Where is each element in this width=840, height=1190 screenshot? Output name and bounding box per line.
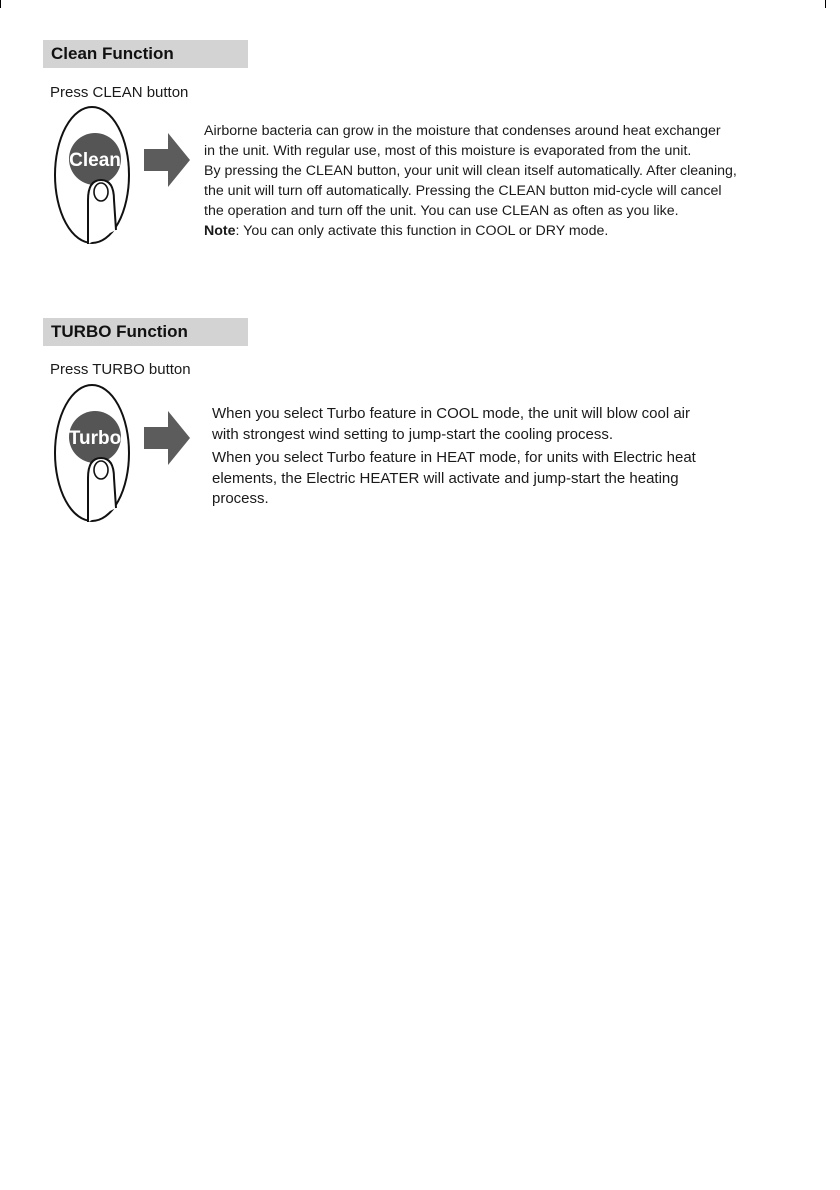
turbo-description <box>212 404 802 510</box>
clean-section-title: Clean Function <box>43 40 248 68</box>
clean-press-label: Press CLEAN button <box>50 84 189 101</box>
clean-desc-line: By pressing the CLEAN button, your unit will clean itself automatically. After cleaning, <box>204 163 737 179</box>
turbo-desc-line: with strongest wind setting to jump-start the cooling process. <box>212 425 614 443</box>
clean-desc-line: the operation and turn off the unit. You can use CLEAN as often as you like. <box>204 203 679 219</box>
clean-note <box>204 221 804 241</box>
turbo-desc-line: When you select Turbo feature in HEAT mode, for units with Electric heat <box>212 449 696 466</box>
turbo-desc-line: process. <box>212 490 269 507</box>
clean-finger-press-icon <box>52 104 132 246</box>
frame-corner-right <box>825 0 826 8</box>
clean-desc-line: in the unit. With regular use, most of this moisture is evaporated from the unit. <box>204 143 692 159</box>
frame-corner-left <box>0 0 1 8</box>
clean-note-text: : You can only activate this function in COOL or DRY mode. <box>235 223 609 239</box>
turbo-press-label: Press TURBO button <box>50 361 191 378</box>
clean-button-text: Clean <box>69 150 121 171</box>
turbo-desc-line: elements, the Electric HEATER will activate and jump-start the heating <box>212 469 679 487</box>
clean-arrow-right-icon <box>144 133 190 187</box>
turbo-section-title: TURBO Function <box>43 318 248 346</box>
clean-description <box>204 121 804 241</box>
turbo-arrow-right-icon <box>144 411 190 465</box>
clean-note-label: Note <box>204 223 236 239</box>
clean-desc-line: the unit will turn off automatically. Pressing the CLEAN button mid-cycle will cancel <box>204 183 722 199</box>
clean-desc-line: Airborne bacteria can grow in the moisture that condenses around heat exchanger <box>204 123 721 139</box>
turbo-desc-line: When you select Turbo feature in COOL mode, the unit will blow cool air <box>212 405 691 422</box>
turbo-finger-press-icon <box>52 382 132 524</box>
turbo-button-text: Turbo <box>68 428 122 449</box>
